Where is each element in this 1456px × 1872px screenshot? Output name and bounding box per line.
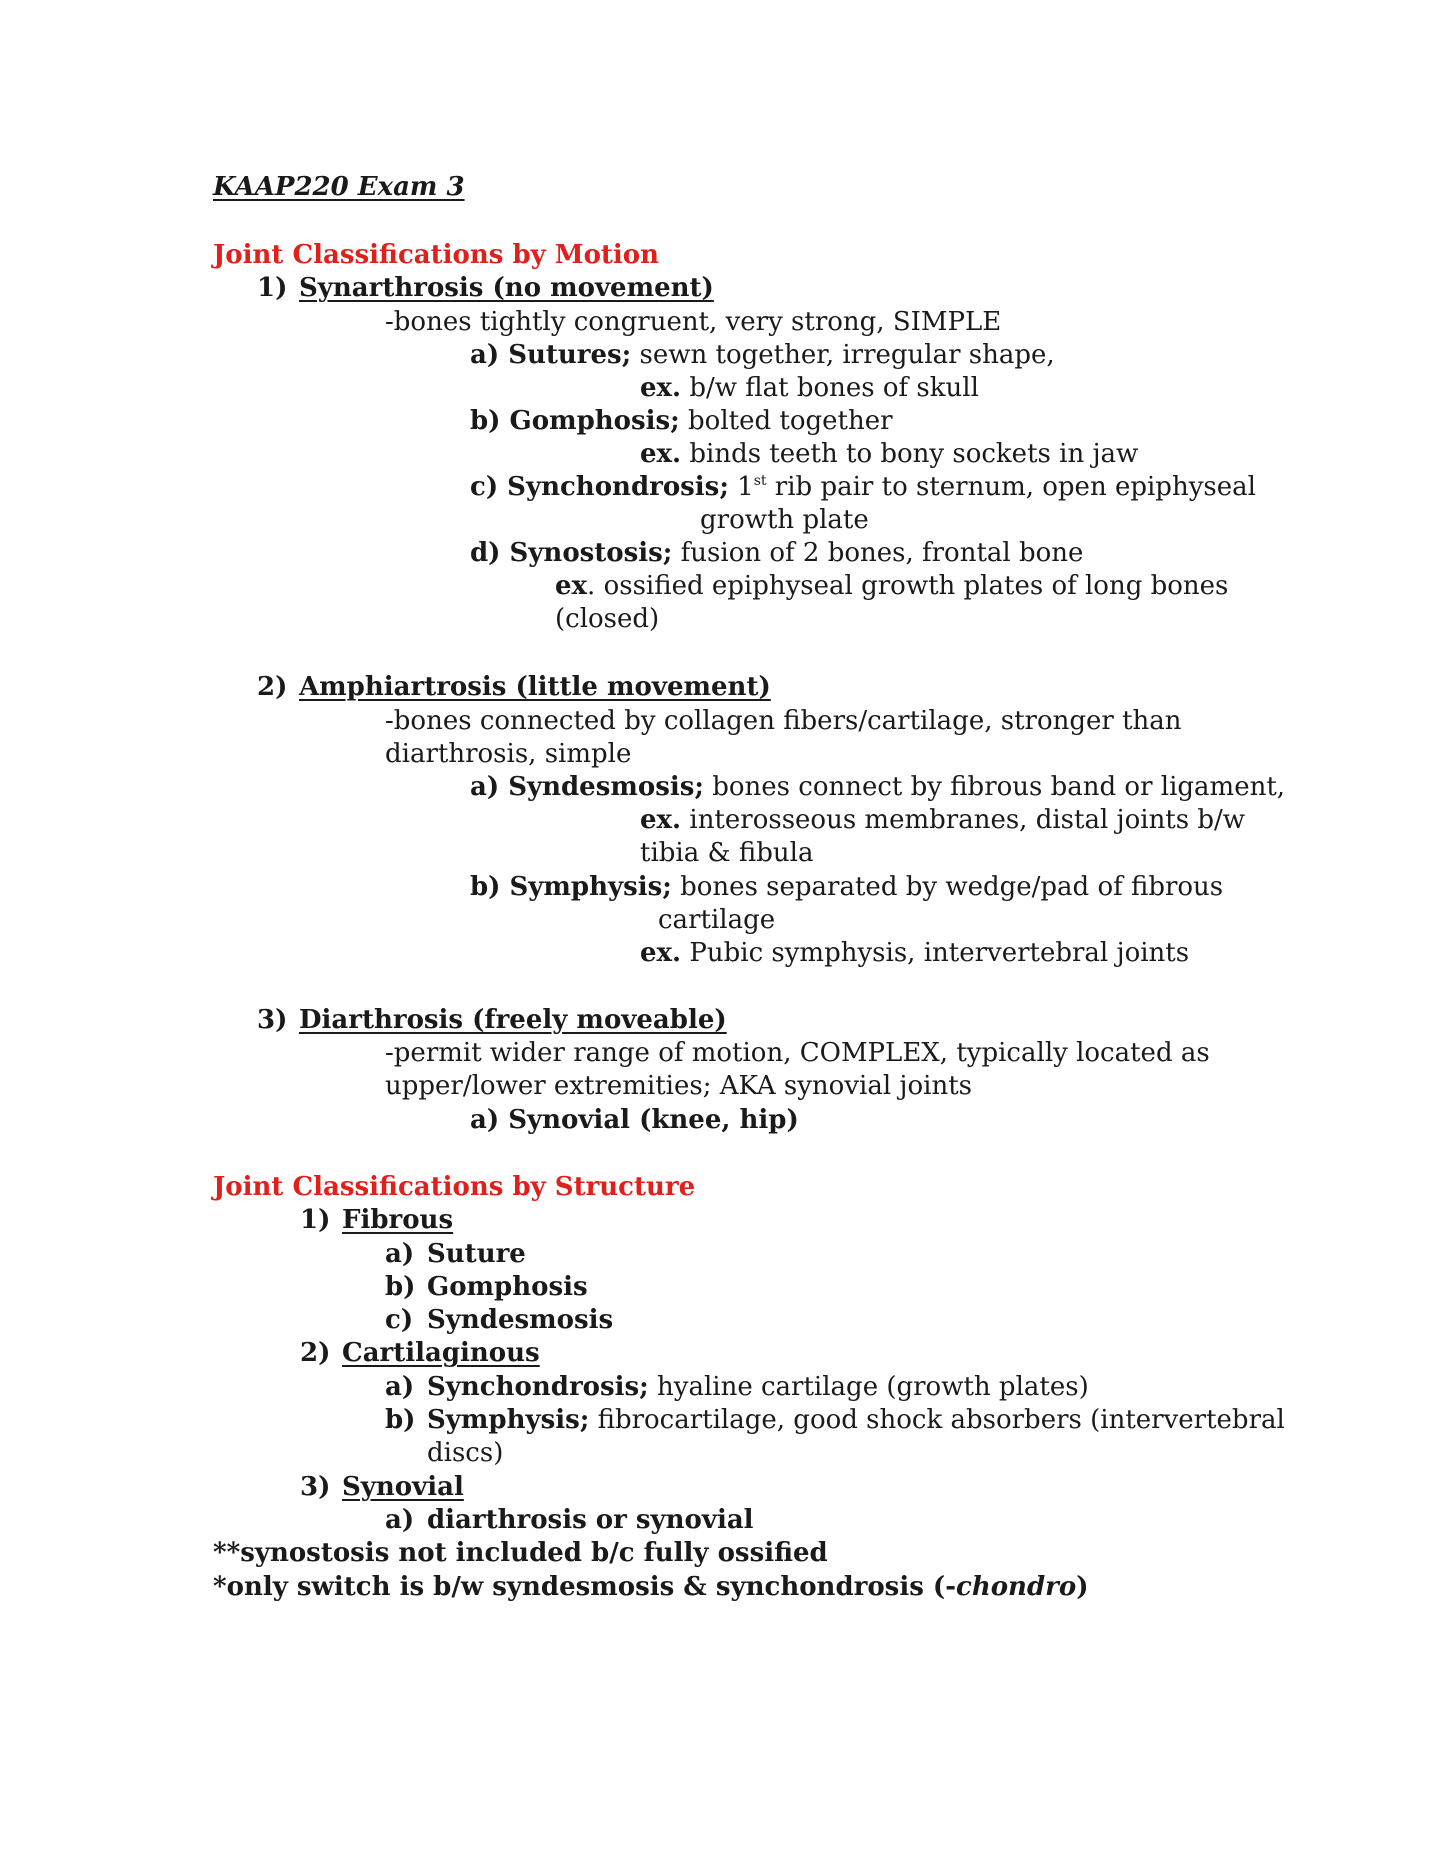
item-number: 2) xyxy=(300,1338,331,1368)
fibrous-title: Fibrous xyxy=(342,1205,454,1235)
synostosis-line xyxy=(470,536,1083,570)
synostosis-example-cont: (closed) xyxy=(555,604,660,634)
ex-text: . ossified epiphyseal growth plates of long bones xyxy=(587,571,1229,601)
synchondrosis-text-pre: 1 xyxy=(728,472,754,502)
item-number: 1) xyxy=(257,273,288,303)
note-synostosis: **synostosis not included b/c fully ossified xyxy=(213,1538,828,1568)
amphiartrosis-desc2: diarthrosis, simple xyxy=(385,739,632,769)
item-text: Suture xyxy=(427,1239,526,1269)
gomphosis-line xyxy=(470,404,893,438)
item-term: Symphysis; xyxy=(427,1405,590,1435)
fibrous-item-suture xyxy=(385,1237,526,1271)
synovial-line: a) Synovial (knee, hip) xyxy=(470,1105,799,1135)
item-text: Gomphosis xyxy=(427,1272,588,1302)
synarthrosis-title: Synarthrosis (no movement) xyxy=(299,273,714,303)
fibrous-heading xyxy=(300,1203,453,1237)
syndesmosis-label: a) Syndesmosis; xyxy=(470,772,704,802)
synostosis-label: d) Synostosis; xyxy=(470,538,673,568)
note-switch xyxy=(213,1570,1089,1604)
item-letter: b) xyxy=(385,1405,416,1435)
cartilaginous-title: Cartilaginous xyxy=(342,1338,540,1368)
item-desc: fibrocartilage, good shock absorbers (intervertebral xyxy=(589,1405,1285,1435)
sutures-example xyxy=(640,371,979,405)
gomphosis-example xyxy=(640,437,1138,471)
amphiartrosis-desc1: -bones connected by collagen fibers/cartilage, stronger than xyxy=(385,706,1182,736)
ex-text: b/w flat bones of skull xyxy=(681,373,979,403)
syndesmosis-example xyxy=(640,803,1245,837)
diarthrosis-desc2: upper/lower extremities; AKA synovial joints xyxy=(385,1071,972,1101)
synarthrosis-desc: -bones tightly congruent, very strong, SIMPLE xyxy=(385,307,1002,337)
fibrous-item-gomphosis xyxy=(385,1270,588,1304)
item-text: diarthrosis or synovial xyxy=(427,1505,754,1535)
item-term: Synchondrosis; xyxy=(427,1372,649,1402)
cartilaginous-item-symphysis xyxy=(385,1403,1285,1437)
item-number: 1) xyxy=(300,1205,331,1235)
synovial-heading xyxy=(300,1470,464,1504)
item-letter: a) xyxy=(385,1372,415,1402)
cartilaginous-heading xyxy=(300,1336,540,1370)
sutures-line xyxy=(470,338,1055,372)
item-letter: b) xyxy=(385,1272,416,1302)
ex-label: ex. xyxy=(640,439,682,469)
ex-text: Pubic symphysis, intervertebral joints xyxy=(681,938,1190,968)
ex-text: binds teeth to bony sockets in jaw xyxy=(681,439,1139,469)
item-desc: hyaline cartilage (growth plates) xyxy=(648,1372,1089,1402)
diarthrosis-title: Diarthrosis (freely moveable) xyxy=(299,1005,727,1035)
structure-heading: Joint Classifications by Structure xyxy=(213,1172,696,1202)
item-text: Syndesmosis xyxy=(427,1305,614,1335)
sutures-label: a) Sutures; xyxy=(470,340,632,370)
synostosis-text: fusion of 2 bones, frontal bone xyxy=(672,538,1084,568)
synostosis-example xyxy=(555,569,1228,603)
symphysis-text: bones separated by wedge/pad of fibrous xyxy=(671,872,1224,902)
note-switch-end: ) xyxy=(1076,1572,1089,1602)
diarthrosis-heading xyxy=(257,1003,727,1037)
note-switch-text: *only switch is b/w syndesmosis & synchondrosis (- xyxy=(213,1572,956,1602)
item-letter: c) xyxy=(385,1305,414,1335)
synchondrosis-label: c) Synchondrosis; xyxy=(470,472,729,502)
item-number: 2) xyxy=(257,672,288,702)
ex-label: ex. xyxy=(640,373,682,403)
synovial-item xyxy=(385,1503,754,1537)
fibrous-item-syndesmosis xyxy=(385,1303,613,1337)
diarthrosis-desc1: -permit wider range of motion, COMPLEX, typically located as xyxy=(385,1038,1210,1068)
ex-label: ex. xyxy=(640,938,682,968)
amphiartrosis-title: Amphiartrosis (little movement) xyxy=(299,672,771,702)
cartilaginous-symphysis-cont: discs) xyxy=(427,1438,504,1468)
symphysis-cont: cartilage xyxy=(658,905,776,935)
synchondrosis-line xyxy=(470,470,1256,504)
symphysis-label: b) Symphysis; xyxy=(470,872,672,902)
item-number: 3) xyxy=(257,1005,288,1035)
ex-label: ex. xyxy=(640,805,682,835)
document-title: KAAP220 Exam 3 xyxy=(213,172,465,202)
item-letter: a) xyxy=(385,1239,415,1269)
item-number: 3) xyxy=(300,1472,331,1502)
note-switch-italic: chondro xyxy=(955,1572,1077,1602)
synchondrosis-cont: growth plate xyxy=(700,505,869,535)
ex-label: ex xyxy=(555,571,588,601)
amphiartrosis-heading xyxy=(257,670,771,704)
symphysis-example xyxy=(640,936,1189,970)
gomphosis-label: b) Gomphosis; xyxy=(470,406,680,436)
item-letter: a) xyxy=(385,1505,415,1535)
symphysis-line xyxy=(470,870,1223,904)
syndesmosis-example-cont: tibia & fibula xyxy=(640,838,814,868)
synovial-title: Synovial xyxy=(342,1472,464,1502)
motion-heading: Joint Classifications by Motion xyxy=(213,240,660,270)
syndesmosis-text: bones connect by fibrous band or ligament, xyxy=(703,772,1286,802)
ordinal-suffix: st xyxy=(753,473,767,489)
sutures-text: sewn together, irregular shape, xyxy=(631,340,1055,370)
cartilaginous-item-synchondrosis xyxy=(385,1370,1089,1404)
synchondrosis-text-post: rib pair to sternum, open epiphyseal xyxy=(766,472,1256,502)
synarthrosis-heading xyxy=(257,271,714,305)
syndesmosis-line xyxy=(470,770,1285,804)
gomphosis-text: bolted together xyxy=(679,406,893,436)
ex-text: interosseous membranes, distal joints b/w xyxy=(681,805,1246,835)
